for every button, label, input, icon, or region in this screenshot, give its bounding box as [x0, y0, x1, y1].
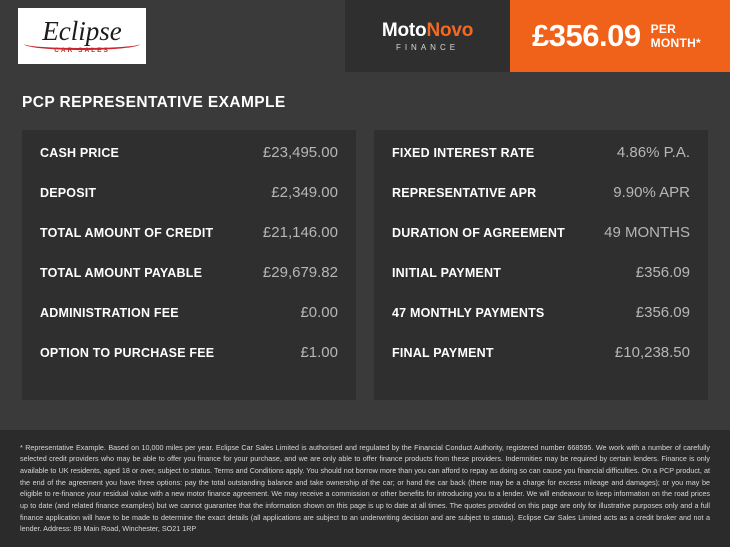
- monthly-price-banner: [510, 0, 730, 72]
- table-row: [40, 304, 338, 344]
- lender-logo: [345, 0, 510, 72]
- row-value: £21,146.00: [262, 224, 338, 241]
- lender-name-part1: Moto: [381, 19, 427, 41]
- row-value: £23,495.00: [262, 144, 338, 161]
- monthly-price-amount: £356.09: [532, 18, 641, 53]
- page-title-bar: [0, 72, 730, 112]
- row-label: FINAL PAYMENT: [392, 346, 494, 360]
- row-label: REPRESENTATIVE APR: [392, 186, 537, 200]
- table-row: [392, 264, 690, 304]
- disclaimer-block: [0, 430, 730, 547]
- row-value: £2,349.00: [271, 184, 338, 201]
- figures-panels: [0, 112, 730, 400]
- row-label: TOTAL AMOUNT OF CREDIT: [40, 226, 214, 240]
- row-value: £0.00: [300, 304, 338, 321]
- row-value: 9.90% APR: [613, 184, 690, 201]
- disclaimer-text: * Representative Example. Based on 10,000 miles per year. Eclipse Car Sales Limited is authorised and regulated by the Financial Conduct Authority, registered number 668595. We work with a number of carefully selected credit providers who may be able to offer you finance for your purchase, and we are only able to offer finance products from these providers. Indemnities may be required by certain lenders. Finance is only available to UK residents, aged 18 or over, subject to status. Terms and Conditions apply. You should not borrow more than you can afford to repay as doing so can cause you financial difficulties. On a PCP product, at the end of the agreement you have three options: pay the total outstanding balance and take ownership of the car; or hand the car back (there may be a charge for excess mileage and damages); or you may be eligible to re-finance your residual value with a new motor finance agreement. We may receive a commission or other benefits for introducing you to a lender. We will endeavour to keep information on the road prices up to date (and related finance examples) but we cannot guarantee that the information shown on this page is up to date at all times. The quotes provided on this page are only for illustrative purposes only and a full finance application will have to be made to determine the exact details (all applications are subject to an underwriting decision and are subject to status). Eclipse Car Sales Limited acts as a credit broker and not a lender. Address: 89 Main Road, Winchester, SO21 1RP: [20, 442, 710, 534]
- lender-name: [382, 21, 473, 40]
- row-label: OPTION TO PURCHASE FEE: [40, 346, 215, 360]
- table-row: [40, 264, 338, 304]
- table-row: [40, 144, 338, 184]
- left-figures-panel: [22, 130, 356, 400]
- table-row: [392, 304, 690, 344]
- table-row: [40, 184, 338, 224]
- dealer-logo-card: [18, 8, 146, 64]
- lender-name-part2: Novo: [426, 19, 474, 41]
- row-label: FIXED INTEREST RATE: [392, 146, 535, 160]
- lender-subtitle: FINANCE: [395, 42, 460, 52]
- dealer-logo: [0, 0, 345, 72]
- table-row: [392, 344, 690, 384]
- row-label: TOTAL AMOUNT PAYABLE: [40, 266, 203, 280]
- row-label: 47 MONTHLY PAYMENTS: [392, 306, 545, 320]
- row-value: £10,238.50: [614, 344, 690, 361]
- monthly-price-period: PER MONTH*: [650, 22, 702, 50]
- row-value: £356.09: [635, 264, 690, 281]
- table-row: [392, 224, 690, 264]
- row-label: CASH PRICE: [40, 146, 120, 160]
- row-value: £1.00: [300, 344, 338, 361]
- row-label: ADMINISTRATION FEE: [40, 306, 179, 320]
- dealer-logo-subtitle: CAR SALES: [54, 47, 110, 54]
- row-label: DEPOSIT: [40, 186, 97, 200]
- row-label: INITIAL PAYMENT: [392, 266, 502, 280]
- row-value: 49 MONTHS: [604, 224, 690, 241]
- row-value: £29,679.82: [262, 264, 338, 281]
- right-figures-panel: [374, 130, 708, 400]
- row-label: DURATION OF AGREEMENT: [392, 226, 565, 240]
- row-value: £356.09: [635, 304, 690, 321]
- table-row: [392, 184, 690, 224]
- page-title: PCP REPRESENTATIVE EXAMPLE: [22, 94, 286, 111]
- table-row: [392, 144, 690, 184]
- dealer-logo-wordmark: Eclipse: [42, 16, 122, 46]
- header: [0, 0, 730, 72]
- table-row: [40, 224, 338, 264]
- table-row: [40, 344, 338, 384]
- row-value: 4.86% P.A.: [616, 144, 690, 161]
